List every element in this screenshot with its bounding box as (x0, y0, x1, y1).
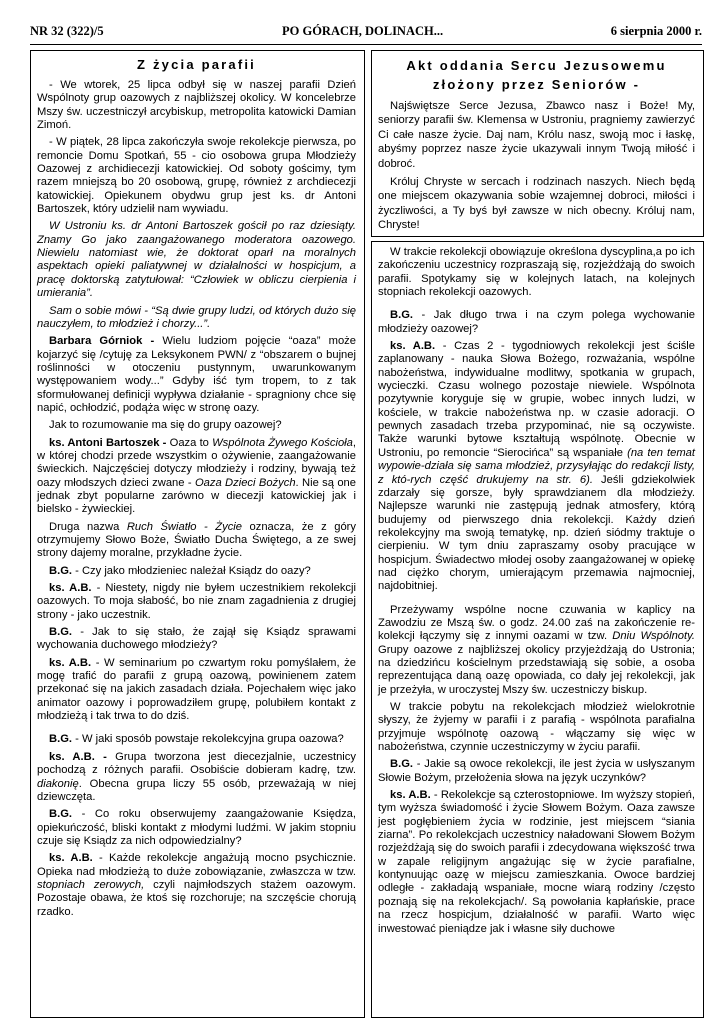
newspaper-title: PO GÓRACH, DOLINACH... (282, 24, 444, 38)
speaker: B.G. (49, 808, 72, 821)
paragraph: W trakcie pobytu na rekolekcjach młodzież wielokrotnie słyszy, że żyjemy w parafii i z parafią - wspólnota parafialna przyjmuje wspólnotę oazową - włączamy się więc w nabożeństwa, czynnie uczestniczymy w życiu parafii. (378, 701, 695, 754)
issue-number: NR 32 (322)/5 (30, 24, 104, 38)
interview-question: B.G. - W jaki sposób powstaje rekolekcyjna grupa oazowa? (49, 733, 344, 746)
right-article (378, 246, 695, 1010)
speaker: ks. A.B. (390, 789, 431, 802)
paragraph: W trakcie rekolekcji obowiązuje określona dyscyplina,a po ich zakończeniu uczestnicy rozpraszają się, rozjeżdżają do swoich parafii. Spotykamy się w kolejnych latach, na kolejnych stopniach rekolekcji oazowych. (378, 246, 695, 299)
speaker: ks. A.B. (49, 582, 92, 595)
prayer-title: Akt oddania Sercu Jezusowemu (406, 58, 667, 73)
paragraph: - We wtorek, 25 lipca odbył się w naszej parafii Dzień Wspólnoty grup oazowych z najbliższej okolicy. W koncelebrze Mszy św. uczestniczył arcybiskup, metropolita katowicki Damian Zimoń. (37, 79, 356, 132)
prayer-paragraph: Króluj Chryste w sercach i rodzinach naszych. Niech będą one miejscem okazywania sobie wzajemnej dobroci, miłości i życzliwości, a Ty byś był zawsze w nich obecny. Króluj nam, Chryste! (378, 176, 695, 232)
interview-answer: ks. A.B. - W seminarium po czwartym roku pomyślałem, że mogę trafić do parafii z grupą oazową, powinienem zatem przekonać się na jakich zasadach działa. Pojechałem więc jako animator oazowy i poprowadziłem grupę, polubiłem kontakt z młodzieżą i tak trwa to do dziś. (37, 656, 356, 723)
interview-answer: Druga nazwa Ruch Światło - Życie oznacza, że z góry otrzymujemy Słowo Boże, Światło Ducha Świętego, a ze swej strony dajemy moralne, przykładne życie. (37, 520, 356, 560)
speaker: Barbara Górniok - (49, 335, 155, 348)
interview-question: Barbara Górniok - Wielu ludziom pojęcie “oaza” może kojarzyć się /cytuję za Leksykonem PWN/ z “obszarem o bujnej roślinności w otoczeniu pustynnym, uwarunkowanym występowaniem wody...” Gdyby iść tym tropem, to z tak sformułowanej definicji wypływa działanie - spragniony chce się napić, ochłodzić, podąża więc w stronę oazy. (37, 335, 356, 414)
interview-answer: ks. A.B. - Niestety, nigdy nie byłem uczestnikiem rekolekcji oazowych. To moja słabość, bo nie znam zagadnienia z drugiej strony - jako uczestnik. (37, 582, 356, 621)
interview-question: B.G. - Jak długo trwa i na czym polega wychowanie młodzieży oazowej? (378, 309, 695, 335)
left-article (37, 56, 356, 1006)
speaker: B.G. (49, 733, 72, 746)
interview-question: B.G. - Co roku obserwujemy zaangażowanie Księdza, opiekuńczość, bliski kontakt z młodymi ludźmi. W jakim stopniu czuje się Ksiądz za nich odpowiedzialny? (37, 808, 356, 847)
interview-answer: ks. A.B. - Grupa tworzona jest diecezjalnie, uczestnicy pochodzą z różnych parafii. Osobiście dobieram kadrę, tzw. diakonię. Obecna grupa liczy 55 osób, przeważają w niej dziewczęta. (37, 750, 356, 803)
speaker: ks. A.B. (49, 852, 93, 865)
speaker: B.G. (390, 309, 413, 322)
interview-answer: ks. A.B. - Każde rekolekcje angażują mocno psychicznie. Opieka nad młodzieżą to duże zobowiązanie, zwłaszcza w tzw. stopniach zerowych, czyli najmłodszych stażem oazowym. Pozostaje obawa, że ktoś się rozchoruje; na szczęście chorują rzadko. (37, 852, 356, 918)
interview-question: B.G. - Jak to się stało, że zajął się Ksiądz sprawami wychowania duchowego młodzieży? (37, 626, 356, 652)
speaker: B.G. (49, 626, 72, 639)
header-rule (30, 44, 702, 45)
interview-question: B.G. - Jakie są owoce rekolekcji, ile jest życia w usłyszanym Słowie Bożym, przełożenia słowa na język uczynków? (378, 758, 695, 784)
prayer-subtitle: złożony przez Seniorów - (432, 77, 641, 92)
paragraph: Przeżywamy wspólne nocne czuwania w kaplicy na Zawodziu ze Mszą św. o godz. 24.00 zaś na zakończenie re-kolekcji łączymy się z innymi oazami w tzw. Dniu Wspólnoty. Grupy oazowe z najbliższej okolicy przyjeżdżają do Ustronia; na dziedzińcu kościelnym przedstawiają się sobie, a osoba reprezentująca daną oazę opowiada, co dały jej rekolekcji, jak je przeżyła, w uroczystej Mszy św. uczestniczy biskup. (378, 603, 696, 696)
interview-question: Jak to rozumowanie ma się do grupy oazowej? (49, 419, 282, 432)
interview-answer: ks. A.B. - Czas 2 - tygodniowych rekolekcji jest ściśle zaplanowany - nauka Słowa Bożego, rozważania, wspólne nabożeństwa, indywidualne modlitwy, spotkania w grupach, wycieczki. Czasu wolnego pozostaje niewiele. Wspólnota pozytywnie koryguje się w grupie, wobec innych ludzi, w kościele, w trakcie nabożeństwa np. w czasie adoracji. O pewnych zasadach trzeba przypominać, nie są oczywiste. Także warunki bytowe kształtują wspólnotę. Obecnie w Ustroniu, po remoncie “Sierocińca” są wspaniałe (na ten temat wypowie-działa się sama młodzież, przysyłając do redakcji listy, z któ-rych część drukujemy na str. 6). Jeśli gdziekolwiek zdarzały się gorsze, były sprawdzianem dla młodzieży. Najlepsze warunki nie zastępują jednak atmosfery, którą budujemy od pierwszego dnia rekolekcji. Każdy dzień rekolekcyjny ma swoją tematykę, np. dzień siódmy traktuje o cierpieniu. W tym dniu zapraszamy osoby pracujące w hospicjum. Świadectwo młodej osoby zaangażowanej w opiekę nad ciężko chorym, umierającym przemawia najmocniej, najdobitniej. (378, 340, 695, 593)
issue-date: 6 sierpnia 2000 r. (610, 24, 702, 38)
speaker: ks. A.B. - (49, 750, 107, 763)
article-title: Z życia parafii (137, 57, 256, 72)
paragraph-intro: W Ustroniu ks. dr Antoni Bartoszek gościł po raz dziesiąty. Znamy Go jako zaangażowanego moderatora oazowego. Niewielu natomiast wie, że doktorat oparł na moralnych aspektach opieki paliatywnej w działalności w hospicjum, a pracę doktorską zatytułował: “Człowiek w obliczu cierpienia i umierania”. (37, 220, 356, 300)
speaker: ks. A.B. (49, 656, 92, 669)
prayer-box (378, 57, 695, 233)
speaker: ks. Antoni Bartoszek - (49, 436, 167, 449)
speaker: B.G. (49, 564, 72, 577)
paragraph-quote: Sam o sobie mówi - “Są dwie grupy ludzi, od których dużo się nauczyłem, to młodzież i chorzy...”. (37, 304, 356, 330)
speaker: ks. A.B. (390, 340, 436, 353)
speaker: B.G. (390, 758, 413, 771)
interview-answer: ks. Antoni Bartoszek - Oaza to Wspólnota Żywego Kościoła, w której chodzi przede wszystkim o ożywienie, zaangażowanie świeckich. Najczęściej dotyczy młodzieży i rodziny, bywają też oazy młodszych dzieci zwane - Oaza Dzieci Bożych. Nie są one jednak zbyt popularne zarówno w diecezji katowickiej jak i bielsko - żywieckiej. (37, 436, 356, 516)
paragraph: - W piątek, 28 lipca zakończyła swoje rekolekcje pierwsza, po remoncie Domu Spotkań, 55 - cio osobowa grupa Młodzieży Oazowej z archidiecezji katowickiej. Od soboty gościmy, tym razem mniejszą bo 20 osobową, grupę, również z archdiecezji katowickiej. Opiekunem obydwu grup jest ks. dr Antoni Bartoszek, który udzielił nam wywiadu. (37, 136, 356, 216)
interview-answer: ks. A.B. - Rekolekcje są czterostopniowe. Im wyższy stopień, tym wyższa świadomość i życie Słowem Bożym. Oaza zawsze jest pogłębieniem życia w rodzinie, jest miejscem “siania ziarna”. Po rekolekcjach uczestnicy naładowani Słowem Bożym rozjeżdżają się do swoich parafii i zdecydowana większość trwa w zapale religijnym angażując się w życie parafialne, kontynuując oazę w miejscu zamieszkania. Owoce bardziej odległe - zakładają wspaniałe, mocne wiarą rodziny /często poznają się na rekolekcjach/. Są powołania kapłańskie, prace na rzecz hospicjum, działalność w parafii. Warto więc inwestować pieniądze jak i własne siły duchowe (378, 789, 695, 935)
interview-question: B.G. - Czy jako młodzieniec należał Ksiądz do oazy? (49, 564, 311, 577)
prayer-paragraph: Najświętsze Serce Jezusa, Zbawco nasz i Boże! My, seniorzy parafii św. Klemensa w Ustroniu, pragniemy zawierzyć Ci całe nasze życie. Daj nam, Królu nasz, swoją moc i łaskę, abyśmy poprzez nasze życie ukazywali innym Twoją miłość i dobroć. (378, 100, 695, 170)
page-header (30, 24, 702, 42)
